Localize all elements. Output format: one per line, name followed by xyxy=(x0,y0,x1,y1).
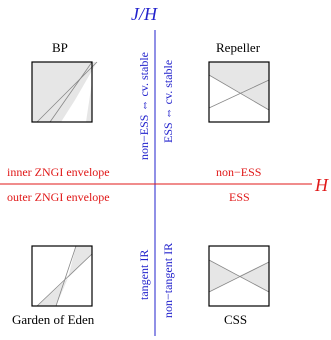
repeller-panel xyxy=(209,62,269,122)
repeller-title: Repeller xyxy=(216,40,261,55)
non-ess-cv-stable-label: non−ESS ⇔ cv. stable xyxy=(137,52,151,160)
non-ess-label: non−ESS xyxy=(216,165,262,179)
bp-panel xyxy=(32,62,97,122)
outer-zngi-label: outer ZNGI envelope xyxy=(7,190,110,204)
vertical-axis-label: J/H xyxy=(131,4,157,24)
bp-shaded-region-2 xyxy=(86,82,92,122)
ess-label: ESS xyxy=(229,190,250,204)
ess-cv-stable-label: ESS ⇔ cv. stable xyxy=(161,59,175,143)
inner-zngi-label: inner ZNGI envelope xyxy=(7,165,110,179)
css-shaded-right xyxy=(239,262,269,292)
bp-shaded-region xyxy=(32,62,97,122)
non-tangent-ir-label: non−tangent IR xyxy=(161,242,175,318)
bp-title: BP xyxy=(52,40,68,55)
css-shaded-left xyxy=(209,260,239,292)
goe-line-b xyxy=(56,246,76,306)
garden-of-eden-title: Garden of Eden xyxy=(12,312,95,327)
css-panel xyxy=(209,246,269,306)
garden-of-eden-panel xyxy=(32,246,92,306)
horizontal-axis-label: H xyxy=(315,175,328,195)
css-title: CSS xyxy=(224,312,248,327)
tangent-ir-label: tangent IR xyxy=(137,249,151,300)
